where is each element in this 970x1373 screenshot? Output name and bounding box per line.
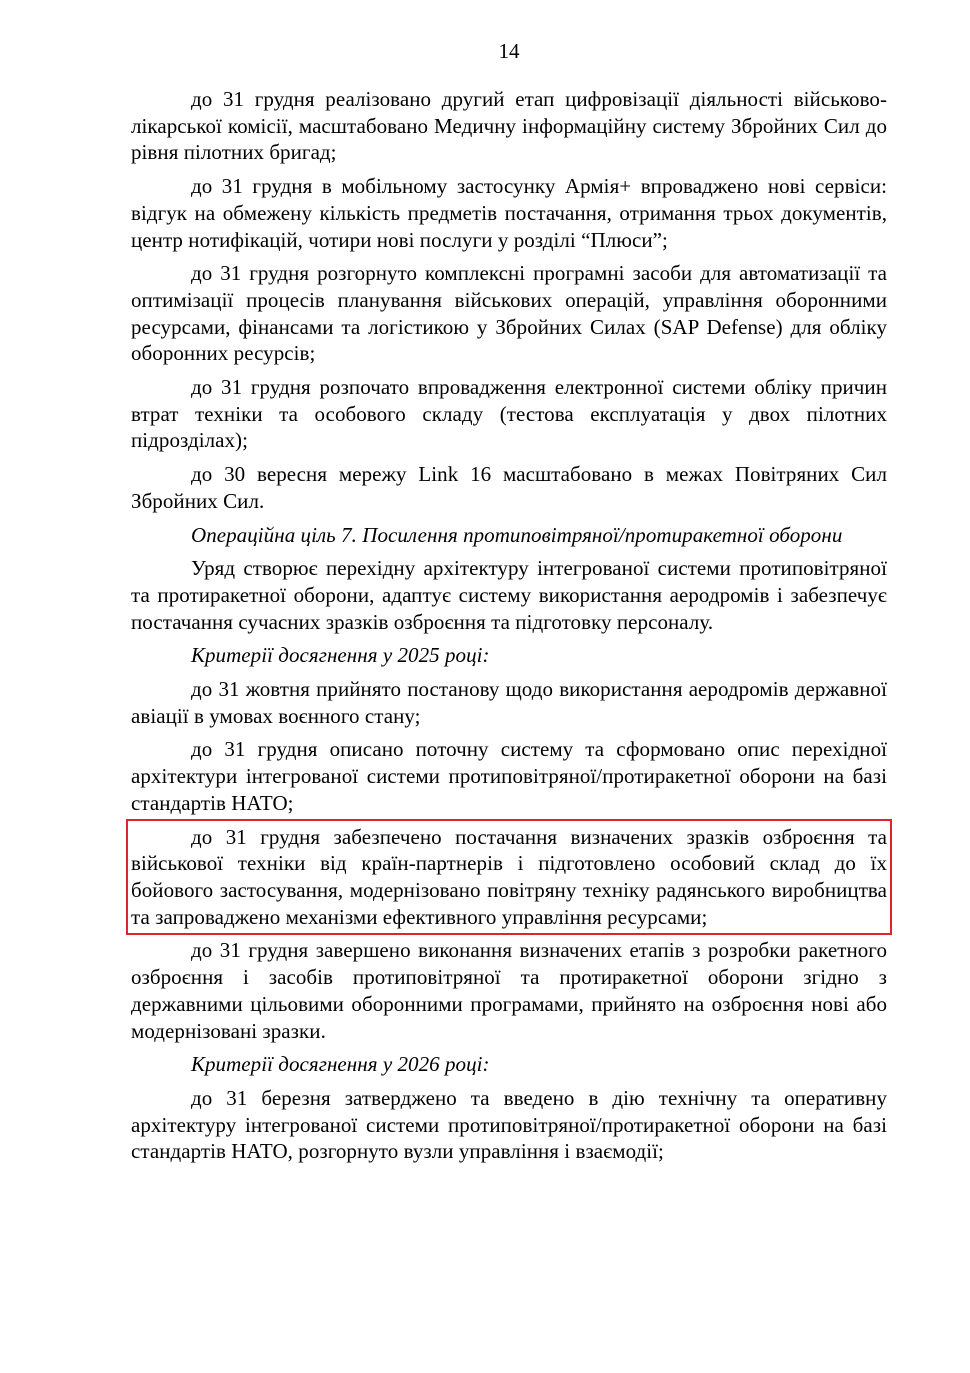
document-body	[131, 86, 887, 1172]
paragraph-2: до 31 грудня в мобільному застосунку Армія+ впроваджено нові сервіси: відгук на обмежену кількість предметів постачання, отримання трьох документів, центр нотифікацій, чотири нові послуги у розділі “Плюси”;	[131, 174, 887, 252]
section-heading-operational-goal-7: Операційна ціль 7. Посилення протиповітряної/протиракетної оборони	[191, 522, 843, 547]
page-number: 14	[498, 39, 520, 63]
paragraph-5: до 30 вересня мережу Link 16 масштабовано в межах Повітряних Сил Збройних Сил.	[131, 462, 887, 513]
paragraph-2025-2: до 31 грудня описано поточну систему та сформовано опис перехідної архітектури інтегрованої системи протиповітряної/протиракетної оборони на базі стандартів НАТО;	[131, 737, 887, 815]
paragraph-2026-1: до 31 березня затверджено та введено в дію технічну та оперативну архітектуру інтегрованої системи протиповітряної/протиракетної оборони на базі стандартів НАТО, розгорнуто вузли управління і взаємодії;	[131, 1085, 887, 1164]
paragraph-goal-description: Уряд створює перехідну архітектуру інтегрованої системи протиповітряної та протиракетної оборони, адаптує систему використання аеродромів і забезпечує постачання сучасних зразків озброєння та підготовку персоналу.	[131, 556, 887, 634]
paragraph-1: до 31 грудня реалізовано другий етап цифровізації діяльності військово-лікарської комісії, масштабовано Медичну інформаційну систему Збройних Сил до рівня пілотних бригад;	[131, 87, 887, 165]
criteria-heading-2025: Критерії досягнення у 2025 році:	[191, 643, 490, 668]
paragraph-2025-1: до 31 жовтня прийнято постанову щодо використання аеродромів державної авіації в умовах воєнного стану;	[131, 677, 887, 728]
highlighted-paragraph: до 31 грудня забезпечено постачання визначених зразків озброєння та військової техніки від країн-партнерів і підготовлено особовий склад до їх бойового застосування, модернізовано повітряну техніку радянського виробництва та запроваджено механізми ефективного управління ресурсами;	[131, 824, 887, 929]
paragraph-4: до 31 грудня розпочато впровадження електронної системи обліку причин втрат техніки та особового складу (тестова експлуатація у двох пілотних підрозділах);	[131, 375, 887, 453]
criteria-heading-2026: Критерії досягнення у 2026 році:	[191, 1052, 490, 1077]
paragraph-2025-4: до 31 грудня завершено виконання визначених етапів з розробки ракетного озброєння і засобів протиповітряної та протиракетної оборони згідно з державними цільовими оборонними програмами, прийнято на озброєння нові або модернізовані зразки.	[131, 938, 887, 1043]
paragraph-3: до 31 грудня розгорнуто комплексні програмні засоби для автоматизації та оптимізації процесів планування військових операцій, управління оборонними ресурсами, фінансами та логістикою у Збройних Силах (SAP Defense) для обліку оборонних ресурсів;	[131, 261, 887, 366]
